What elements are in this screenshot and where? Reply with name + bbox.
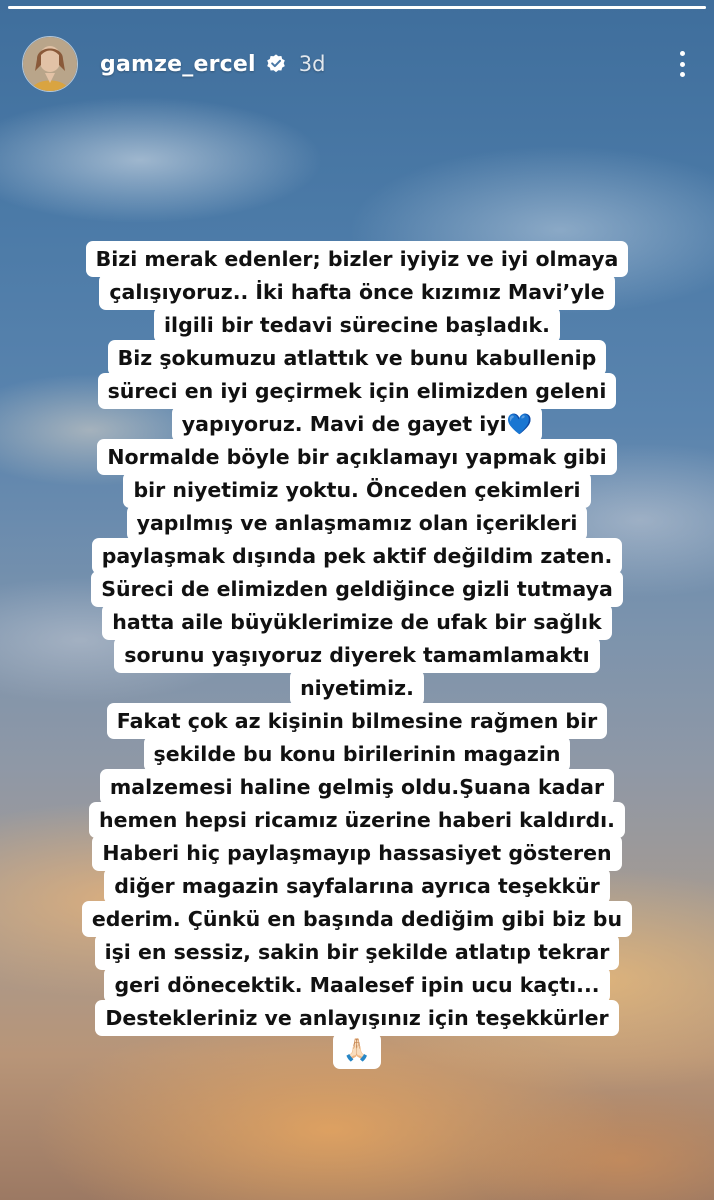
caption-line: paylaşmak dışında pek aktif değildim zaten. bbox=[92, 538, 623, 574]
caption-line: yapılmış ve anlaşmamız olan içerikleri bbox=[127, 505, 588, 541]
caption-line: hatta aile büyüklerimize de ufak bir sağlık bbox=[102, 604, 611, 640]
caption-line: ilgili bir tedavi sürecine başladık. bbox=[154, 307, 560, 343]
username[interactable]: gamze_ercel bbox=[100, 51, 256, 77]
verified-badge-icon bbox=[265, 53, 287, 75]
caption-line: şekilde bu konu birilerinin magazin bbox=[144, 736, 571, 772]
post-time: 3d bbox=[298, 52, 326, 76]
avatar[interactable] bbox=[22, 36, 78, 92]
caption-line: diğer magazin sayfalarına ayrıca teşekkür bbox=[104, 868, 610, 904]
caption-line: sorunu yaşıyoruz diyerek tamamlamaktı bbox=[114, 637, 599, 673]
caption-line: yapıyoruz. Mavi de gayet iyi💙 bbox=[172, 406, 542, 442]
more-dot bbox=[680, 72, 685, 77]
more-options-icon[interactable] bbox=[672, 49, 692, 79]
caption-line: Fakat çok az kişinin bilmesine rağmen bir bbox=[107, 703, 607, 739]
caption-line: hemen hepsi ricamız üzerine haberi kaldırdı. bbox=[89, 802, 625, 838]
caption-line: bir niyetimiz yoktu. Önceden çekimleri bbox=[123, 472, 590, 508]
caption-line: Süreci de elimizden geldiğince gizli tutmaya bbox=[91, 571, 623, 607]
caption-line: Normalde böyle bir açıklamayı yapmak gibi bbox=[97, 439, 616, 475]
caption-line: niyetimiz. bbox=[290, 670, 424, 706]
caption-line: geri dönecektik. Maalesef ipin ucu kaçtı... bbox=[104, 967, 609, 1003]
caption-line: Haberi hiç paylaşmayıp hassasiyet gösteren bbox=[92, 835, 621, 871]
caption-line: çalışıyoruz.. İki hafta önce kızımız Mavi’yle bbox=[99, 274, 614, 310]
caption-line: işi en sessiz, sakin bir şekilde atlatıp tekrar bbox=[95, 934, 620, 970]
more-dot bbox=[680, 51, 685, 56]
story-progress-bar bbox=[8, 6, 706, 9]
caption-line: süreci en iyi geçirmek için elimizden geleni bbox=[98, 373, 617, 409]
caption-line: Destekleriniz ve anlayışınız için teşekkürler bbox=[95, 1000, 618, 1036]
story-progress-fill bbox=[8, 6, 706, 9]
praying-hands-emoji: 🙏🏻 bbox=[333, 1033, 380, 1069]
story-caption bbox=[0, 241, 714, 1066]
caption-line: Bizi merak edenler; bizler iyiyiz ve iyi olmaya bbox=[86, 241, 629, 277]
caption-line: malzemesi haline gelmiş oldu.Şuana kadar bbox=[100, 769, 614, 805]
story-header bbox=[22, 36, 692, 92]
caption-line: ederim. Çünkü en başında dediğim gibi biz bu bbox=[82, 901, 632, 937]
caption-line: Biz şokumuzu atlattık ve bunu kabullenip bbox=[108, 340, 607, 376]
more-dot bbox=[680, 62, 685, 67]
